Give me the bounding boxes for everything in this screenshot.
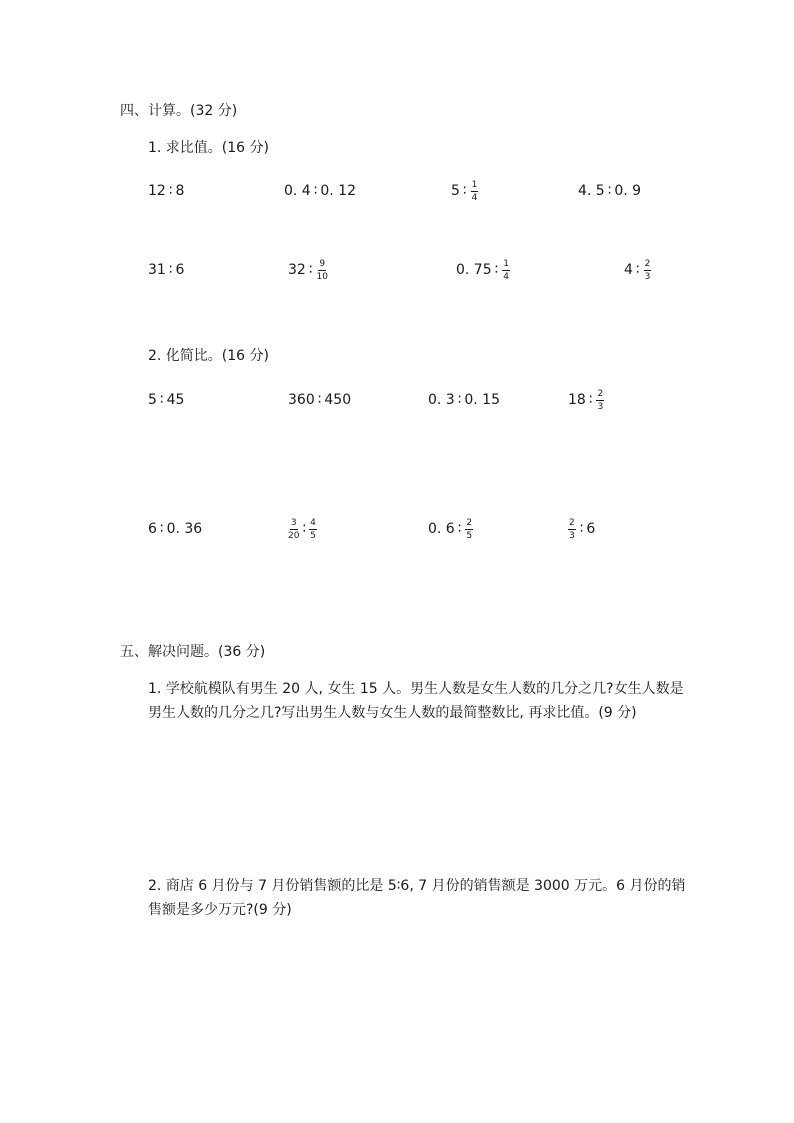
- term: 0. 9: [614, 183, 642, 199]
- fraction: [502, 259, 510, 282]
- fraction: [288, 518, 299, 541]
- simplify-2-4: [567, 514, 595, 544]
- part-2-title: 2. 化简比。(16 分): [148, 348, 269, 364]
- numerator: 4: [310, 517, 316, 528]
- ratio-colon: ∶: [168, 262, 173, 278]
- expr-1-1: [148, 176, 184, 206]
- term: 32: [288, 262, 306, 278]
- numerator: 2: [644, 258, 651, 269]
- expr-2-2: [288, 255, 329, 285]
- term: 31: [148, 262, 166, 278]
- denominator: 20: [288, 530, 300, 541]
- term: 12: [148, 183, 166, 199]
- term: 0. 36: [166, 521, 203, 537]
- numerator: 1: [471, 179, 478, 190]
- numerator: 2: [569, 517, 575, 528]
- term: 0. 4: [284, 183, 311, 199]
- term: 4: [624, 262, 633, 278]
- ratio-colon: ∶: [168, 183, 173, 199]
- fraction: [309, 518, 317, 541]
- expr-1-4: [578, 176, 641, 206]
- term: 8: [175, 183, 185, 199]
- simplify-1-3: [428, 385, 500, 415]
- simplify-1-4: [568, 385, 605, 415]
- expr-2-4: [624, 255, 652, 285]
- numerator: 9: [319, 258, 326, 269]
- term: 450: [324, 392, 352, 408]
- numerator: 2: [466, 517, 473, 528]
- term: 45: [166, 392, 185, 408]
- part-1-title: 1. 求比值。(16 分): [148, 140, 269, 156]
- term: 6: [175, 262, 185, 278]
- denominator: 4: [471, 192, 478, 203]
- ratio-colon: ∶: [588, 392, 593, 408]
- denominator: 10: [316, 271, 328, 282]
- term: 0. 15: [464, 392, 500, 408]
- simplify-2-2: [287, 514, 318, 544]
- simplify-1-2: [288, 385, 351, 415]
- term: 0. 6: [428, 521, 455, 537]
- problem-1: 1. 学校航模队有男生 20 人, 女生 15 人。男生人数是女生人数的几分之几?女生人数是男生人数的几分之几?写出男生人数与女生人数的最简整数比, 再求比值。(9 分): [148, 681, 684, 721]
- term: 4. 5: [578, 183, 605, 199]
- ratio-colon: ∶: [462, 183, 467, 199]
- ratio-colon: ∶: [457, 521, 462, 537]
- fraction: [568, 518, 576, 541]
- ratio-colon: ∶: [579, 521, 584, 537]
- denominator: 5: [310, 530, 316, 541]
- simplify-2-1: [148, 514, 202, 544]
- fraction: [596, 389, 604, 412]
- denominator: 3: [597, 401, 604, 412]
- term: 360: [288, 392, 315, 408]
- term: 18: [568, 392, 586, 408]
- ratio-colon: ∶: [159, 521, 164, 537]
- term: 0. 75: [456, 262, 492, 278]
- denominator: 5: [466, 530, 473, 541]
- ratio-colon: ∶: [159, 392, 164, 408]
- denominator: 4: [503, 271, 510, 282]
- fraction: [471, 180, 479, 203]
- ratio-colon: ∶: [317, 392, 322, 408]
- term: 0. 3: [428, 392, 455, 408]
- section-4-title: 四、计算。(32 分): [120, 103, 238, 119]
- numerator: 3: [290, 517, 297, 528]
- expr-2-1: [148, 255, 184, 285]
- ratio-colon: ∶: [313, 183, 318, 199]
- numerator: 2: [597, 388, 604, 399]
- section-5-title: 五、解决问题。(36 分): [120, 644, 266, 660]
- expr-1-2: [284, 176, 356, 206]
- ratio-colon: ∶: [457, 392, 462, 408]
- term: 5: [451, 183, 460, 199]
- simplify-2-3: [428, 514, 474, 544]
- term: 6: [586, 521, 596, 537]
- denominator: 3: [644, 271, 651, 282]
- denominator: 3: [569, 530, 575, 541]
- fraction: [316, 259, 327, 282]
- ratio-colon: ∶: [635, 262, 640, 278]
- fraction: [644, 259, 652, 282]
- expr-1-3: [451, 176, 479, 206]
- term: 0. 12: [320, 183, 356, 199]
- ratio-colon: ∶: [308, 262, 313, 278]
- problem-2: 2. 商店 6 月份与 7 月份销售额的比是 5∶6, 7 月份的销售额是 3000 万元。6 月份的销售额是多少万元?(9 分): [148, 878, 686, 918]
- term: 6: [148, 521, 157, 537]
- fraction: [465, 518, 473, 541]
- ratio-colon: ∶: [494, 262, 499, 278]
- numerator: 1: [503, 258, 510, 269]
- simplify-1-1: [148, 385, 184, 415]
- ratio-colon: ∶: [302, 521, 307, 537]
- ratio-colon: ∶: [607, 183, 612, 199]
- term: 5: [148, 392, 157, 408]
- expr-2-3: [456, 255, 511, 285]
